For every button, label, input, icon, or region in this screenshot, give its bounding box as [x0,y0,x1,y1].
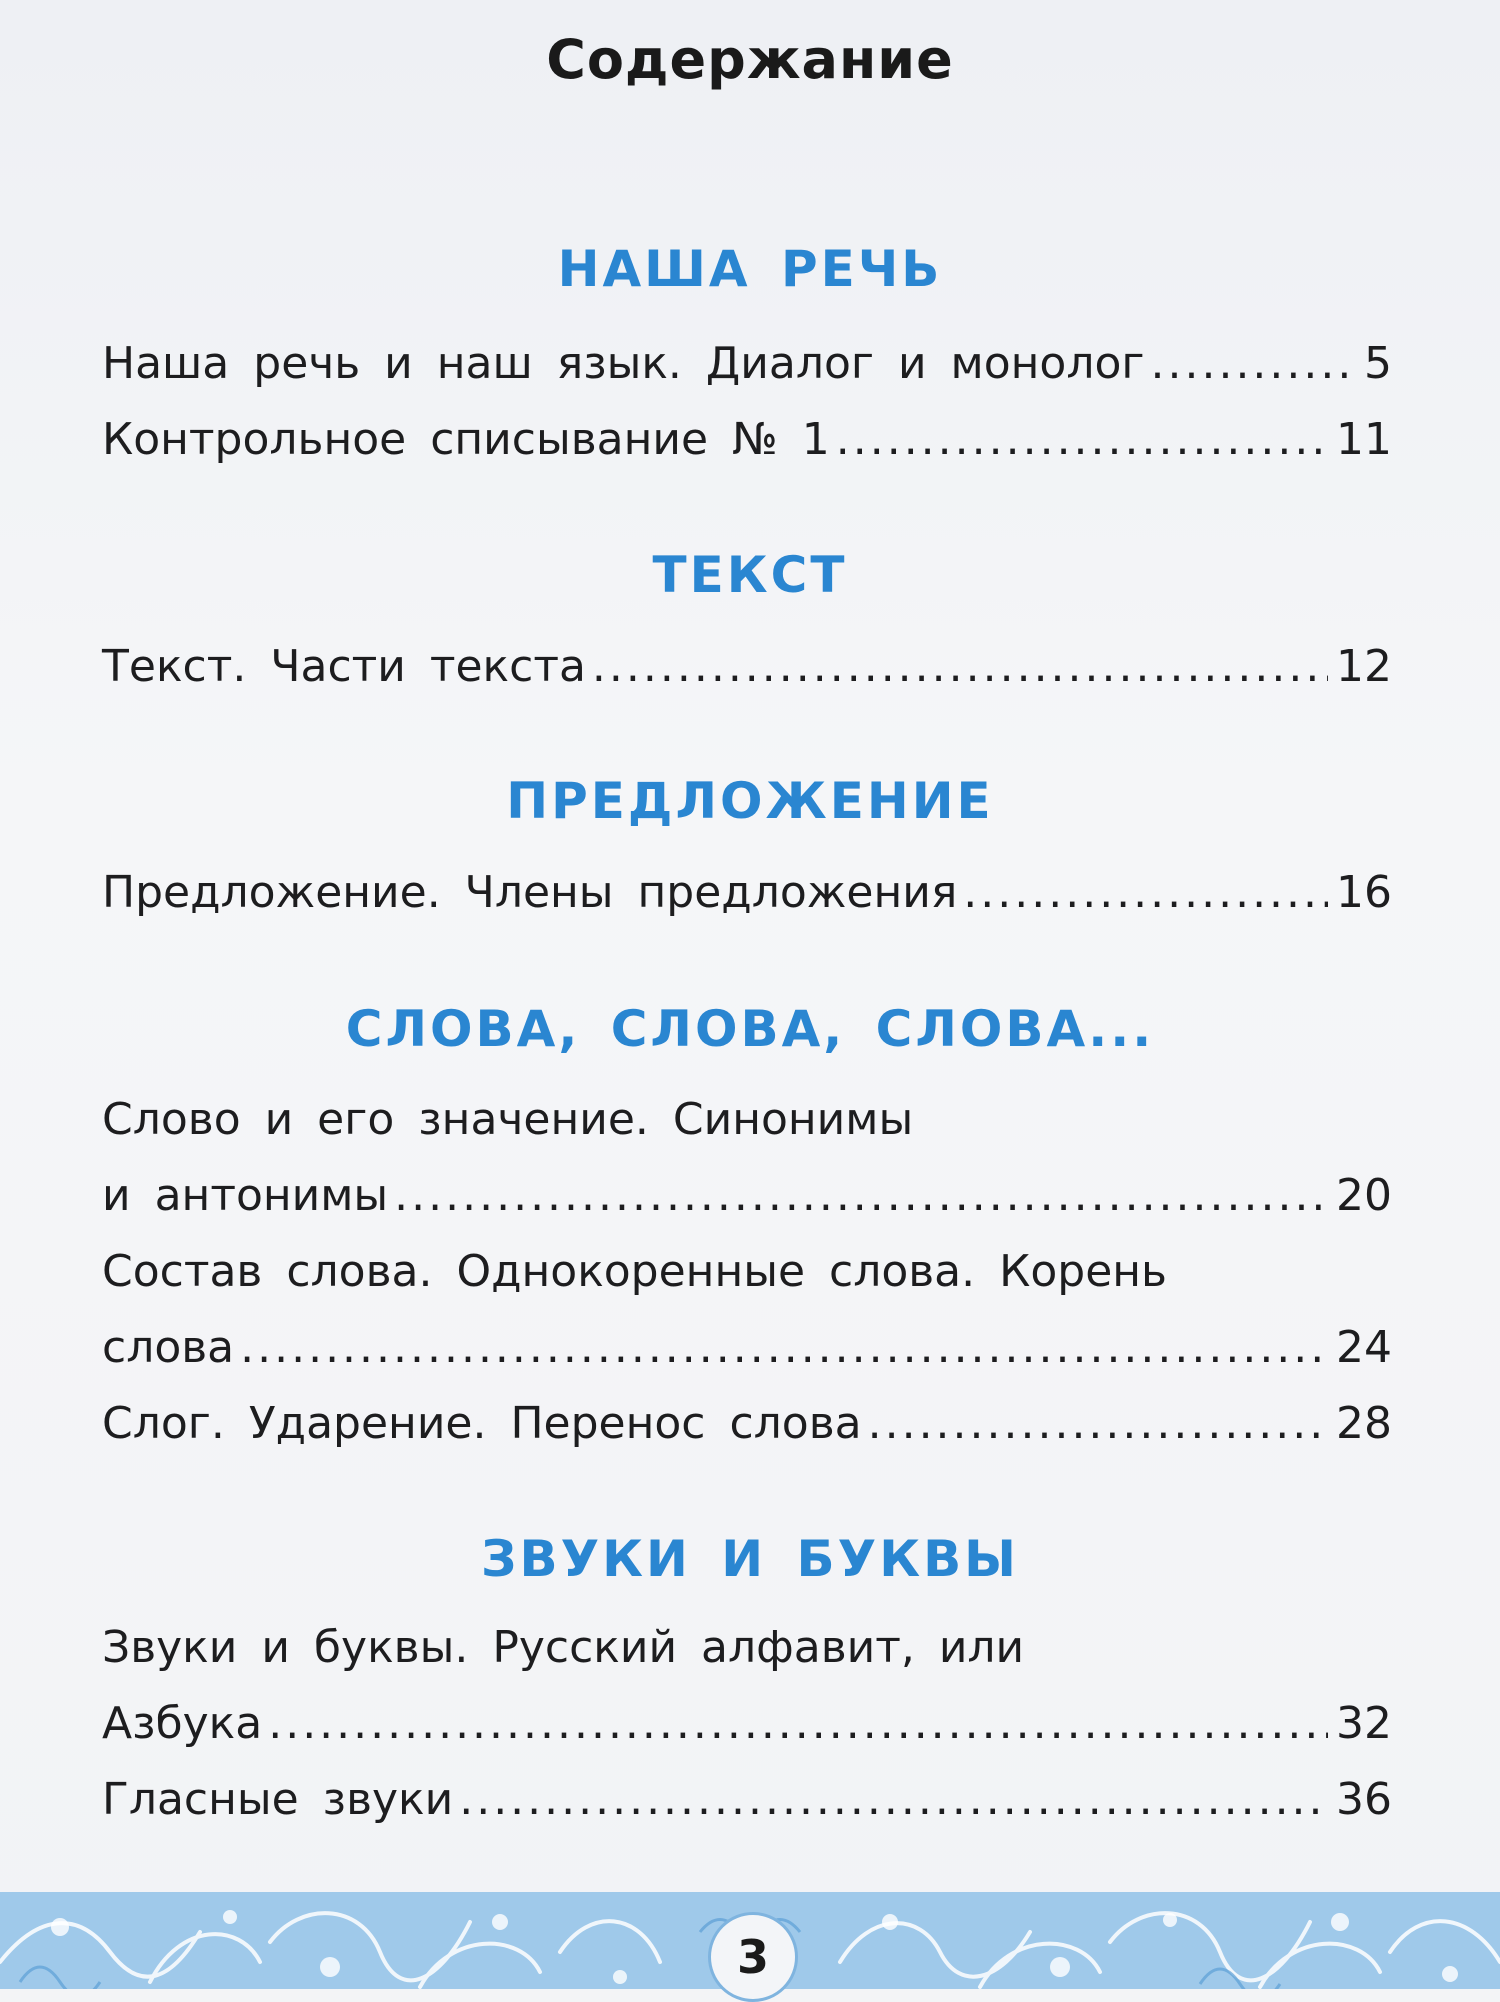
toc-entry[interactable] [102,629,1392,705]
page-title: Содержание [546,28,954,91]
toc-entry-text: и антонимы [102,1170,389,1221]
section-heading-predlozhenie: ПРЕДЛОЖЕНИЕ [506,772,994,830]
toc-leader-dots [592,629,1328,705]
section-heading-tekst: ТЕКСТ [652,546,848,604]
toc-entry[interactable] [102,1386,1392,1462]
toc-entry-page: 16 [1336,867,1392,918]
toc-entry-page: 20 [1336,1170,1392,1221]
toc-entry-text: Наша речь и наш язык. Диалог и монолог [102,338,1145,389]
toc-entry-text: Слог. Ударение. Перенос слова [102,1398,862,1449]
toc-entry-text: Контрольное списывание № 1 [102,414,830,465]
toc-entry-page: 11 [1336,414,1392,465]
toc-entry-text: Предложение. Члены предложения [102,867,958,918]
toc-entry-text: Азбука [102,1698,263,1749]
toc-entry-first-line: Звуки и буквы. Русский алфавит, или [102,1622,1025,1673]
toc-leader-dots [868,1386,1328,1462]
toc-entry[interactable] [102,1686,1392,1762]
toc-entry[interactable] [102,1158,1392,1234]
toc-entry-page: 28 [1336,1398,1392,1449]
section-heading-nasha-rech: НАША РЕЧЬ [557,240,943,298]
toc-entry[interactable] [102,402,1392,478]
toc-entry[interactable] [102,855,1392,931]
section-heading-zvuki: ЗВУКИ И БУКВЫ [480,1530,1019,1588]
toc-entry-page: 5 [1364,338,1392,389]
toc-entry-first-line: Слово и его значение. Синонимы [102,1094,914,1145]
toc-leader-dots [268,1686,1328,1762]
toc-entry[interactable] [102,326,1392,402]
toc-entry[interactable] [102,1762,1392,1838]
toc-leader-dots [459,1762,1328,1838]
toc-entry-page: 36 [1336,1774,1392,1825]
toc-entry-text: Текст. Части текста [102,641,586,692]
toc-leader-dots [836,402,1328,478]
toc-entry-page: 12 [1336,641,1392,692]
toc-leader-dots [1151,326,1356,402]
toc-entry[interactable] [102,1310,1392,1386]
toc-leader-dots [394,1158,1328,1234]
toc-entry-text: слова [102,1322,235,1373]
toc-entry-page: 32 [1336,1698,1392,1749]
toc-entry-page: 24 [1336,1322,1392,1373]
toc-leader-dots [963,855,1328,931]
toc-leader-dots [240,1310,1328,1386]
toc-entry-text: Гласные звуки [102,1774,454,1825]
section-heading-slova: СЛОВА, СЛОВА, СЛОВА... [345,1000,1155,1058]
toc-entry-first-line: Состав слова. Однокоренные слова. Корень [102,1246,1167,1297]
page-number: 3 [708,1912,798,2002]
